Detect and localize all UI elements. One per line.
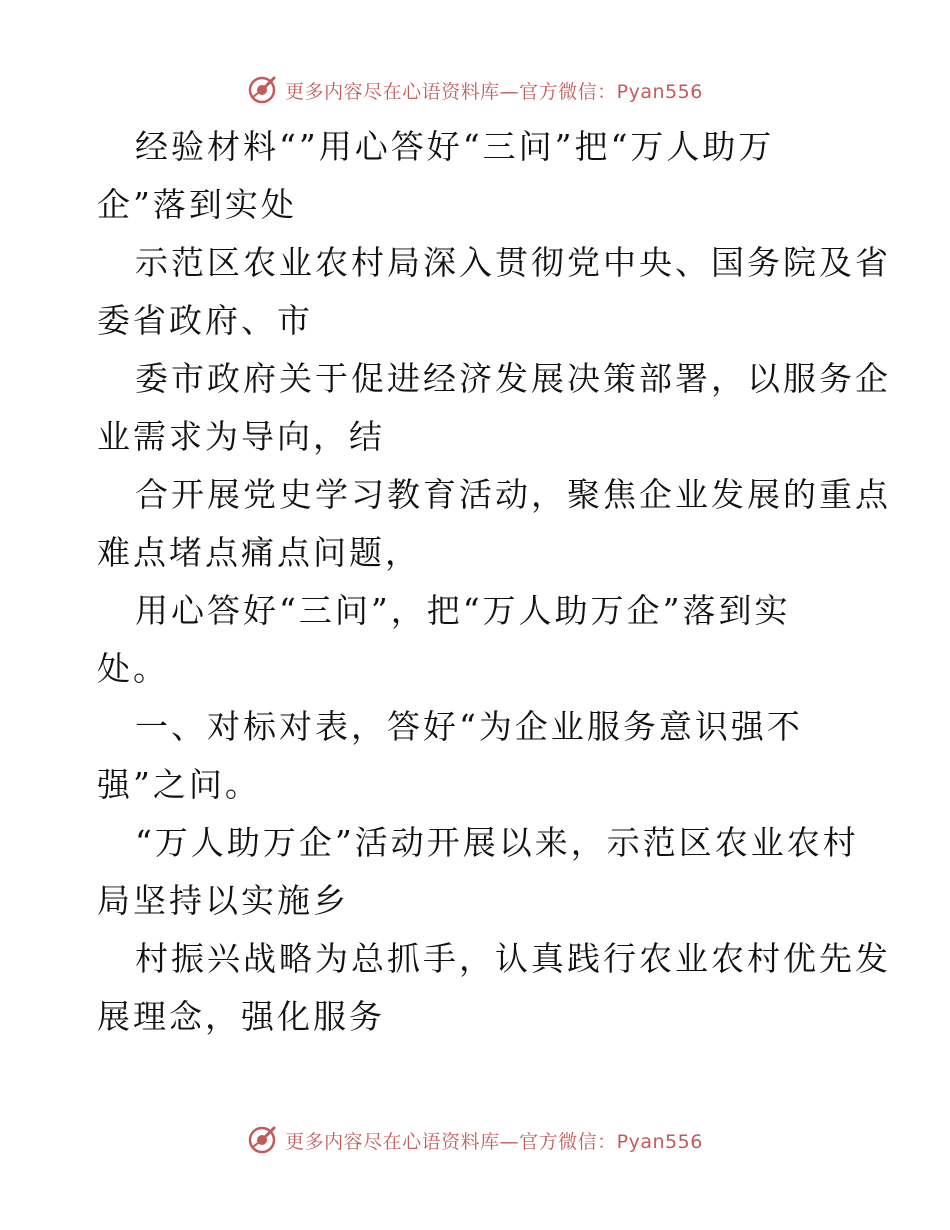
- text-line: 强”之问。: [97, 765, 261, 804]
- pen-logo-icon: [247, 1125, 277, 1155]
- watermark-text: 更多内容尽在心语资料库—官方微信：Pyan556: [285, 80, 703, 103]
- pen-logo-icon: [247, 75, 277, 105]
- text-line: 经验材料“”用心答好“三问”把“万人助万: [135, 127, 775, 166]
- text-line: 展理念，强化服务: [97, 997, 385, 1036]
- text-line: 示范区农业农村局深入贯彻党中央、国务院及省: [135, 243, 891, 282]
- watermark-text: 更多内容尽在心语资料库—官方微信：Pyan556: [285, 1130, 703, 1153]
- text-line: 业需求为导向，结: [97, 417, 385, 456]
- text-line: 用心答好“三问”，把“万人助万企”落到实: [135, 591, 791, 630]
- header-watermark-banner: [0, 70, 950, 110]
- text-line: 处。: [97, 649, 169, 688]
- text-line: 委省政府、市: [97, 301, 313, 340]
- text-line: 难点堵点痛点问题，: [97, 533, 421, 572]
- text-line: 合开展党史学习教育活动，聚焦企业发展的重点: [135, 475, 891, 514]
- text-line: 局坚持以实施乡: [97, 881, 349, 920]
- text-line: “万人助万企”活动开展以来，示范区农业农村: [135, 823, 859, 862]
- footer-watermark-banner: [0, 1120, 950, 1160]
- document-body: [97, 118, 891, 1046]
- text-line: 企”落到实处: [97, 185, 297, 224]
- text-line: 村振兴战略为总抓手，认真践行农业农村优先发: [135, 939, 891, 978]
- text-line: 委市政府关于促进经济发展决策部署，以服务企: [135, 359, 891, 398]
- text-line: 一、对标对表，答好“为企业服务意识强不: [135, 707, 803, 746]
